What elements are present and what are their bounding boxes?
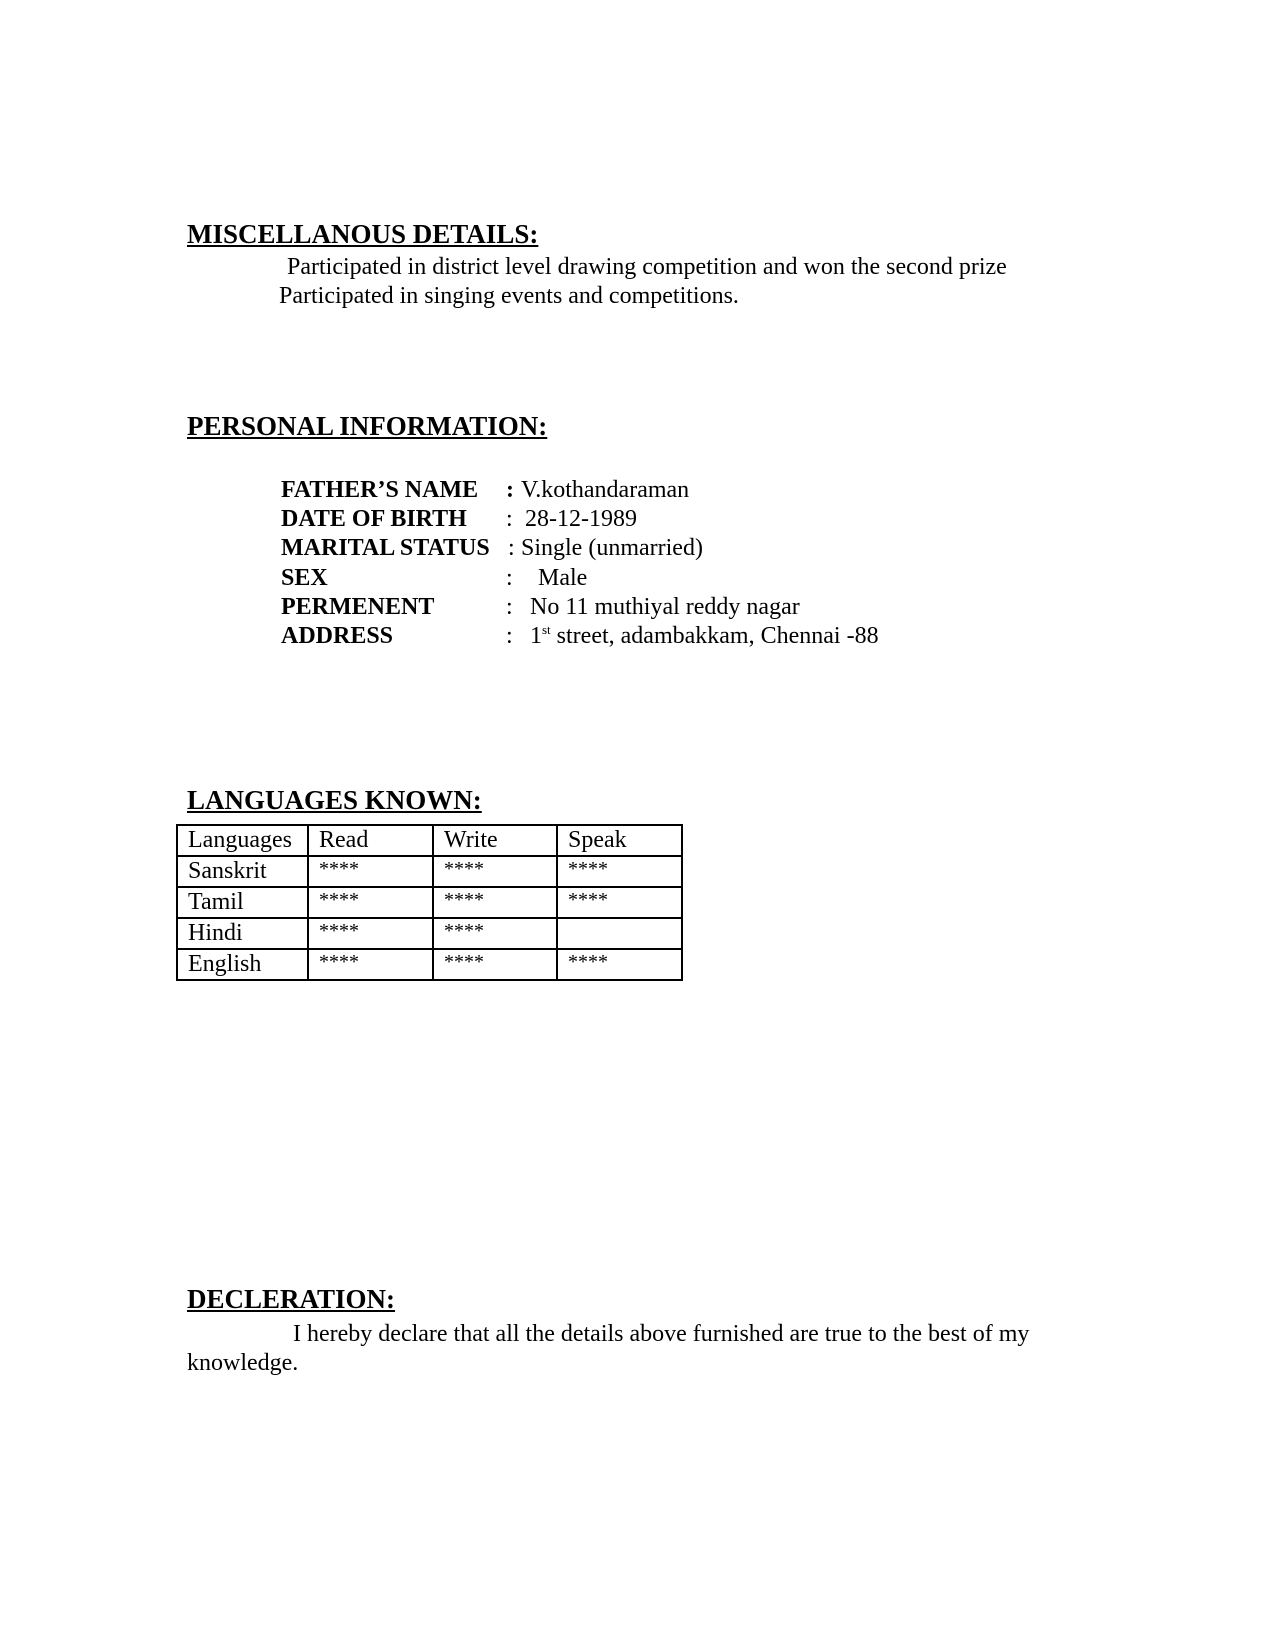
permenent-label: PERMENENT [281, 594, 435, 620]
column-header-languages: Languages [177, 825, 308, 856]
write-rating: **** [433, 887, 557, 918]
table-row [177, 949, 682, 980]
write-rating: **** [433, 918, 557, 949]
address-colon: : [506, 623, 513, 649]
address-value [530, 623, 879, 650]
marital-status-value: Single (unmarried) [521, 535, 703, 561]
language-name: Hindi [177, 918, 308, 949]
declaration-line-1: I hereby declare that all the details above furnished are true to the best of my [293, 1321, 1030, 1347]
marital-status-colon: : [508, 535, 515, 561]
table-header-row [177, 825, 682, 856]
read-rating: **** [308, 918, 433, 949]
write-rating: **** [433, 856, 557, 887]
fathers-name-value: V.kothandaraman [521, 477, 690, 503]
read-rating: **** [308, 887, 433, 918]
column-header-write: Write [433, 825, 557, 856]
speak-rating: **** [557, 949, 682, 980]
misc-heading: MISCELLANOUS DETAILS: [187, 219, 539, 249]
address-label: ADDRESS [281, 623, 394, 649]
speak-rating [557, 918, 682, 949]
marital-status-label: MARITAL STATUS [281, 535, 490, 561]
date-of-birth-colon: : [506, 506, 513, 532]
declaration-heading: DECLERATION: [187, 1284, 396, 1314]
language-name: Tamil [177, 887, 308, 918]
language-name: Sanskrit [177, 856, 308, 887]
fathers-name-label: FATHER’S NAME [281, 477, 479, 503]
permenent-colon: : [506, 594, 513, 620]
speak-rating: **** [557, 887, 682, 918]
address-street: street, adambakkam, Chennai -88 [556, 623, 879, 649]
address-number: 1 [530, 623, 542, 649]
sex-label: SEX [281, 565, 328, 591]
table-row [177, 918, 682, 949]
date-of-birth-label: DATE OF BIRTH [281, 506, 467, 532]
misc-line-2: Participated in singing events and competitions. [279, 283, 739, 309]
declaration-line-2: knowledge. [187, 1350, 299, 1376]
sex-colon: : [506, 565, 513, 591]
table-row [177, 856, 682, 887]
languages-table [176, 824, 683, 981]
speak-rating: **** [557, 856, 682, 887]
languages-heading: LANGUAGES KNOWN: [187, 785, 482, 815]
table-row [177, 887, 682, 918]
read-rating: **** [308, 856, 433, 887]
sex-value: Male [538, 565, 588, 591]
misc-line-1: Participated in district level drawing competition and won the second prize [287, 254, 1007, 280]
column-header-read: Read [308, 825, 433, 856]
read-rating: **** [308, 949, 433, 980]
language-name: English [177, 949, 308, 980]
fathers-name-colon: : [506, 477, 514, 503]
address-ordinal-suffix: st [542, 622, 551, 637]
column-header-speak: Speak [557, 825, 682, 856]
date-of-birth-value: 28-12-1989 [525, 506, 637, 532]
personal-heading: PERSONAL INFORMATION: [187, 411, 548, 441]
write-rating: **** [433, 949, 557, 980]
permenent-value: No 11 muthiyal reddy nagar [530, 594, 800, 620]
